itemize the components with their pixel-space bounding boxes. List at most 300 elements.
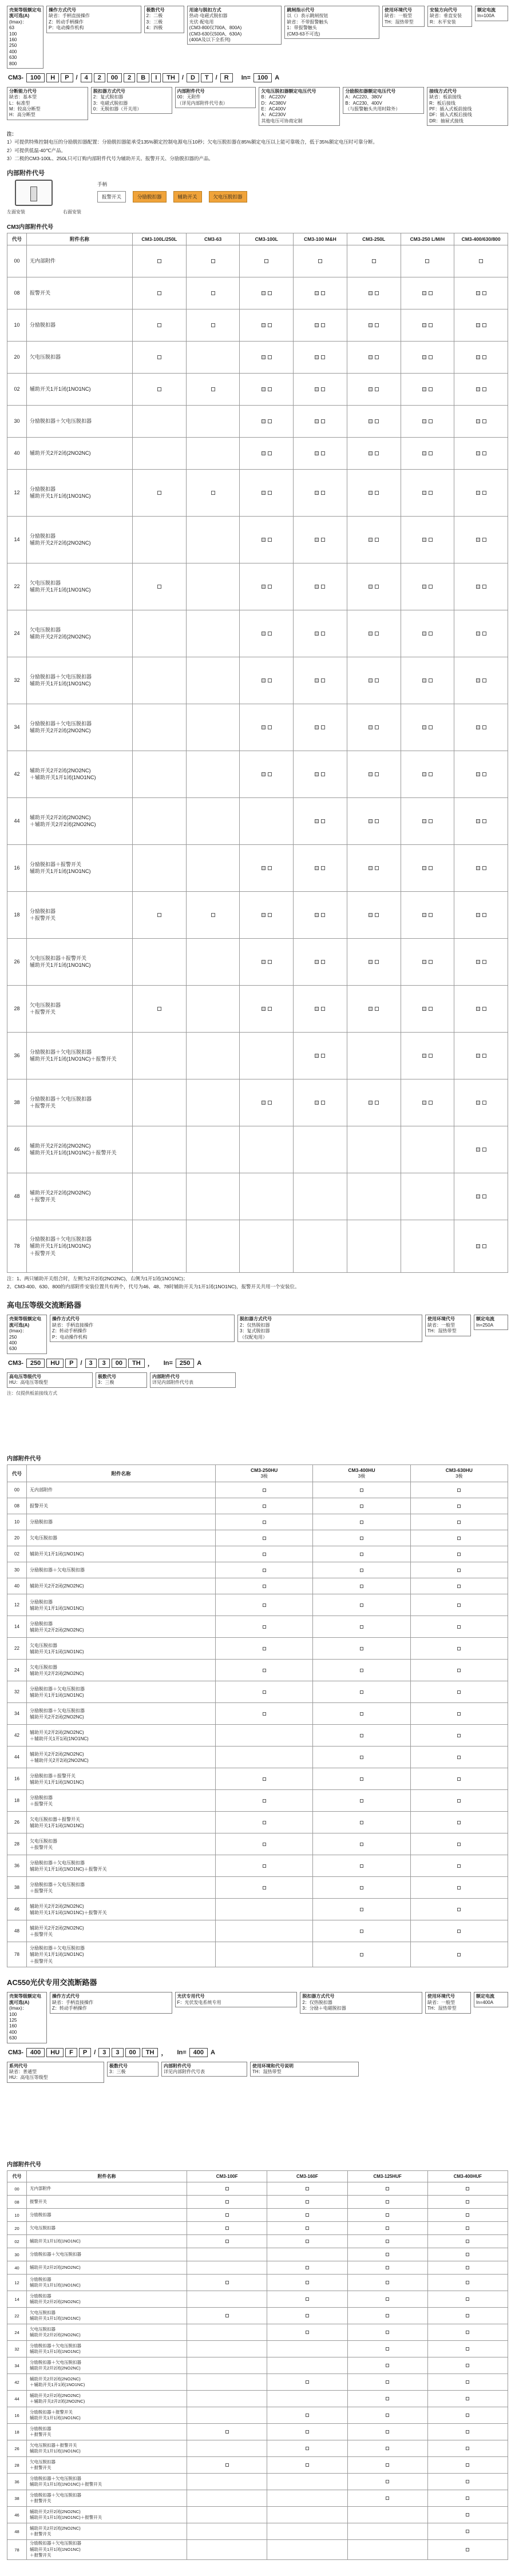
accessory-row-32 [7,1681,508,1703]
accessory-row-02 [7,2235,508,2248]
accessory-name-line: ＋报警开关 [30,1801,53,1807]
cm3-top-box-0-line: 400 [9,49,17,54]
accessory-name-line: 欠电压脱扣器 [30,626,61,633]
availability-cell [313,1899,410,1920]
accessory-row-26 [7,1812,508,1833]
availability-mark [476,772,480,776]
availability-cell [267,2308,347,2324]
availability-mark [262,585,266,589]
availability-mark [315,419,319,423]
availability-mark [422,725,426,729]
availability-mark [457,1799,461,1803]
accessory-name-line: 辅助开关2开2闭(2NO2NC) [30,1583,84,1589]
accessory-row-78 [7,1220,508,1272]
availability-cell [133,277,187,309]
model-column-header: CM3-100L [240,233,294,245]
availability-mark [263,1777,266,1781]
availability-mark [306,2266,309,2269]
hv-bottom-box-2-title: 内部附件代号 [152,1374,180,1379]
availability-mark [211,387,215,391]
accessory-name-line: 欠电压脱扣器 [30,2225,56,2231]
availability-mark [422,678,426,682]
availability-mark [476,678,480,682]
availability-mark [422,387,426,391]
availability-cell [347,2523,427,2540]
availability-cell [410,1681,508,1703]
availability-mark [422,291,426,295]
accessory-name [27,1546,216,1562]
availability-cell [240,405,294,437]
cm3-bottom-box-5-line: 缺省：板前接线 [429,94,462,100]
availability-mark [457,1712,461,1716]
accessory-name-line: 辅助开关2开2闭(2NO2NC) [30,728,91,734]
availability-mark [268,538,272,542]
availability-mark [263,1821,266,1824]
availability-mark [482,678,486,682]
accessory-name-line: 辅助开关2开2闭(2NO2NC) [30,1925,84,1931]
availability-mark [386,2380,389,2384]
cm3-segment-2: H [46,73,59,82]
accessory-code: 20 [7,2222,27,2235]
accessory-name-line: 辅助开关1开1闭(1NO1NC) [30,868,91,875]
cm3-bottom-box-3-line: E：AC400V [261,106,286,112]
note-item: 注：1、两只辅助开关组合时，左侧为2开2闭(2NO2NC)，右侧为1开1闭(1NO1NC)； [7,1275,188,1281]
availability-cell [216,1594,313,1616]
availability-mark [321,678,325,682]
cm3-bottom-box-1-title: 脱扣器方式代号 [93,88,125,94]
accessory-code: 12 [7,2275,27,2291]
cm3-top-box-4-line: 缺省：不带报警触头 [287,19,328,25]
availability-mark [386,2347,389,2351]
availability-cell [240,985,294,1032]
availability-cell [313,1498,410,1514]
availability-cell [240,1032,294,1079]
hv-bottom-box-1-title: 极数代号 [98,1374,116,1379]
hv-accessory-table-container [7,1464,508,1967]
availability-mark [482,491,486,495]
pv-bottom-box-0-title: 系列代号 [9,2063,27,2069]
availability-mark [482,291,486,295]
availability-cell [267,2457,347,2474]
availability-mark [263,1553,266,1556]
availability-mark [386,2430,389,2434]
availability-mark [457,1864,461,1868]
availability-cell [240,797,294,844]
availability-mark [263,1799,266,1803]
availability-cell [133,373,187,405]
accessory-row-20 [7,2222,508,2235]
note-item: 3）二极的CM3-100L、250L只可订购内部附件代号为辅助开关、报警开关、分励脱扣器的产品。 [7,155,213,161]
availability-cell [313,1790,410,1812]
table-cm3-table [7,233,508,1273]
pv-top-box-5 [474,1992,508,2007]
hv-bottom-annotations [7,1372,508,1388]
accessory-code: 02 [7,373,27,405]
availability-cell [267,2424,347,2440]
availability-cell [240,610,294,657]
availability-cell [454,1032,508,1079]
accessory-row-18 [7,891,508,938]
availability-cell [347,610,401,657]
availability-mark [225,2430,229,2434]
pv-bottom-box-3 [250,2062,359,2077]
accessory-row-36 [7,1855,508,1877]
availability-mark [360,1625,363,1629]
availability-cell [294,1126,347,1173]
accessory-code: 30 [7,2248,27,2261]
accessory-name [27,1877,216,1899]
availability-mark [321,632,325,636]
accessory-name-line: ＋报警开关 [30,2432,52,2438]
cm3-bottom-box-1-line: 2：复式脱扣器 [93,94,124,100]
availability-mark [262,323,266,327]
availability-mark [369,725,373,729]
availability-mark [268,291,272,295]
accessory-name [27,2324,187,2341]
accessory-name-line: 分励脱扣器 [30,1795,53,1800]
accessory-row-08 [7,1498,508,1514]
cm3-bottom-box-1-line: 0：无脱扣器（开关用） [93,106,142,112]
availability-mark [263,1489,266,1492]
availability-mark [482,538,486,542]
cm3-segment-12: / [181,74,184,81]
cm3-bottom-box-3-line: B：AC220V [261,94,286,100]
availability-cell [427,2490,508,2507]
availability-mark [360,1821,363,1824]
availability-cell [187,2374,267,2391]
accessory-name-line: 辅助开关2开2闭(2NO2NC) [30,2265,81,2271]
accessory-name-line: 辅助开关2开2闭(2NO2NC) [30,2332,81,2338]
availability-mark [369,632,373,636]
accessory-code: 26 [7,1812,27,1833]
accessory-name [27,1514,216,1530]
availability-cell [313,1942,410,1967]
availability-mark [306,2414,309,2417]
availability-mark [482,1244,486,1248]
availability-cell [294,1032,347,1079]
cm3-bottom-box-1 [91,87,172,114]
availability-cell [401,1173,454,1220]
cm3-accessory-table-notes [7,1275,508,1291]
breaker-front-view [15,180,53,206]
cm3-bottom-box-4-line: B：AC230、400V [345,100,382,106]
accessory-name-line: 报警开关 [30,2199,47,2205]
availability-mark [375,725,379,729]
availability-cell [401,704,454,751]
availability-cell [427,2474,508,2490]
availability-mark [429,772,433,776]
availability-mark [360,1930,363,1933]
availability-mark [386,2397,389,2400]
availability-mark [482,1101,486,1105]
accessory-code: 46 [7,1899,27,1920]
accessory-code: 14 [7,516,27,563]
hv-rated-current-label: In= [163,1359,173,1367]
pv-top-box-4-line: TH：湿热带型 [427,2006,457,2011]
availability-cell [427,2324,508,2341]
availability-mark [479,259,483,263]
notes-label: 注： [7,131,17,137]
cm3-top-box-4 [284,6,379,39]
availability-cell [401,1079,454,1126]
accessory-name [27,1920,216,1942]
availability-cell [410,1942,508,1967]
availability-mark [315,451,319,455]
accessory-code: 10 [7,1514,27,1530]
availability-mark [375,585,379,589]
accessory-code: 18 [7,891,27,938]
availability-cell [347,2261,427,2275]
cm3-segment-3: P [61,73,73,82]
availability-mark [369,819,373,823]
accessory-name [27,2222,187,2235]
availability-mark [482,585,486,589]
availability-cell [216,1578,313,1594]
pv-comma: ， [161,2049,168,2057]
table-hv-table [7,1464,508,1967]
cm3-top-box-6-title: 安装方向代号 [430,7,458,13]
availability-mark [386,2253,389,2256]
availability-mark [315,538,319,542]
cm3-top-box-0-line: 100 [9,31,17,37]
availability-mark [263,1585,266,1588]
accessory-name [27,657,133,704]
availability-mark [375,419,379,423]
cm3-top-box-2-line: 4：四极 [146,25,163,31]
accessory-name [27,1032,133,1079]
availability-cell [454,891,508,938]
availability-mark [466,2397,469,2400]
accessory-code: 16 [7,2407,27,2424]
availability-mark [482,1054,486,1058]
model-column-header: CM3-100F [187,2171,267,2182]
availability-mark [375,632,379,636]
accessory-name-line: ＋报警开关 [30,915,56,922]
pv-bottom-box-0-line: HU：高电压等级型 [9,2075,48,2081]
pv-segment-8: 00 [125,2048,140,2057]
availability-mark [386,2226,389,2230]
availability-mark [476,451,480,455]
availability-mark [318,259,322,263]
hv-model-code [7,1359,508,1368]
accessory-code: 46 [7,1126,27,1173]
accessory-name-line: 辅助开关1开1闭(1NO1NC) [30,1551,84,1557]
cm3-top-box-0-line: 250 [9,43,17,49]
availability-mark [268,866,272,870]
accessory-name-line: 分励脱扣器 [30,1599,53,1605]
accessory-name-line: 辅助开关1开1闭(1NO1NC) [30,1692,84,1698]
hv-segment-4: / [80,1359,82,1367]
cm3-top-box-1-title: 操作方式代号 [49,7,76,13]
accessory-code: 40 [7,1578,27,1594]
accessory-row-14 [7,516,508,563]
availability-mark [262,678,266,682]
pv-bottom-box-2-title: 内部附件代号 [164,2063,191,2069]
accessory-row-00 [7,245,508,277]
availability-cell [133,657,187,704]
cm3-top-box-0 [7,6,43,69]
note-item: 2）可提供低温-40℃产品。 [7,147,66,153]
availability-cell [216,1703,313,1725]
accessory-name-line: 辅助开关2开2闭(2NO2NC) [30,2365,81,2371]
availability-mark [466,2297,469,2301]
accessory-name-line: 辅助开关2开2闭(2NO2NC) [30,814,91,820]
availability-cell [347,437,401,469]
cm3-top-box-1-line: P：电动操作机构 [49,25,84,31]
availability-mark [157,323,161,327]
pv-top-box-3-line: 2：仅热脱扣器 [302,1999,332,2005]
availability-cell [240,373,294,405]
cm3-segment-14: T [201,73,213,82]
cm3-top-box-4-title: 跳闸指示代号 [287,7,315,13]
availability-cell [313,1638,410,1660]
accessory-row-08 [7,277,508,309]
accessory-name-line: ＋报警开关 [30,2553,52,2558]
accessory-name-line: 欠电压脱扣器 [30,1838,57,1844]
availability-mark [369,387,373,391]
accessory-name [27,1482,216,1498]
availability-cell [186,610,240,657]
availability-cell [186,1079,240,1126]
pv-segment-7: 3 [112,2048,123,2057]
availability-cell [313,1877,410,1899]
availability-mark [321,387,325,391]
accessory-name [27,1220,133,1272]
availability-cell [294,309,347,341]
availability-cell [267,2324,347,2341]
accessory-name-line: 报警开关 [30,290,51,296]
pv-top-box-0-line: 400 [9,2029,17,2035]
availability-cell [216,1562,313,1578]
pv-accessory-table-container [7,2170,508,2560]
accessory-name-line: 辅助开关2开2闭(2NO2NC) [30,2508,81,2514]
accessory-row-48 [7,1920,508,1942]
availability-mark [360,1489,363,1492]
accessory-name-line: 欠电压脱扣器 [30,2326,56,2332]
accessory-name-line: 分励脱扣器 [30,908,56,914]
availability-mark [386,2213,389,2217]
accessory-name-line: 辅助开关2开2闭(2NO2NC) [30,634,91,640]
availability-mark [457,1777,461,1781]
accessory-name-line: ＋报警开关 [30,1250,56,1256]
availability-mark [457,1843,461,1846]
cm3-top-box-4-line: 以（）表示跳闸按钮 [287,13,328,19]
pv-top-box-5-line: In=400A [476,1999,494,2005]
availability-cell [267,2341,347,2357]
pv-top-box-5-title: 额定电流 [476,1994,495,1999]
availability-mark [315,678,319,682]
cm3-top-box-7-title: 额定电流 [477,7,496,13]
hv-top-box-2-line: 3：复式脱扣器 [240,1328,270,1334]
cm3-bottom-box-5 [427,87,508,126]
notes-list [7,138,508,162]
availability-cell [267,2182,347,2196]
availability-cell [240,1220,294,1272]
availability-mark [360,1669,363,1672]
availability-cell [347,2457,427,2474]
accessory-name [27,2341,187,2357]
availability-mark [457,1537,461,1540]
accessory-name-line: 欠电压脱扣器 [30,1664,57,1670]
accessory-name-line: 分励脱扣器＋欠电压脱扣器 [30,1236,92,1242]
availability-mark [369,291,373,295]
availability-mark [369,678,373,682]
availability-cell [313,1833,410,1855]
hv-bottom-box-0-title: 高电压等级代号 [9,1374,41,1379]
availability-cell [347,2248,427,2261]
availability-mark [268,678,272,682]
accessory-name-line: 辅助开关1开1闭(1NO1NC) [30,1952,84,1958]
accessory-name-line: 分励脱扣器 [30,486,56,492]
availability-cell [313,1812,410,1833]
pv-section-heading: AC550光伏专用交流断路器 [7,1978,97,1987]
availability-mark [466,2447,469,2450]
accessory-name-line: ＋报警开关 [30,1958,53,1964]
availability-mark [466,2530,469,2533]
accessory-row-32 [7,657,508,704]
availability-cell [187,2291,267,2308]
accessory-name [27,2275,187,2291]
accessory-code: 38 [7,2490,27,2507]
availability-mark [315,819,319,823]
availability-cell [186,469,240,516]
availability-mark [268,451,272,455]
availability-mark [422,866,426,870]
availability-mark [466,2226,469,2230]
hv-top-box-4-line: In=250A [476,1322,494,1328]
availability-cell [133,844,187,891]
availability-cell [294,563,347,610]
availability-mark [375,913,379,917]
cm3-top-box-0-line: 630 [9,55,17,61]
availability-cell [401,1220,454,1272]
cm3-bottom-box-2-line: 00：无附件 [177,94,201,100]
availability-mark [369,1007,373,1011]
accessory-name-line: 辅助开关2开2闭(2NO2NC) [30,540,91,546]
accessory-name [27,1079,133,1126]
availability-mark [375,491,379,495]
model-name: CM3-250HU [251,1467,278,1474]
availability-cell [187,2457,267,2474]
hv-comma: ， [147,1360,154,1367]
availability-mark [466,2414,469,2417]
availability-mark [360,1585,363,1588]
accessory-code: 02 [7,1546,27,1562]
accessory-name [27,2248,187,2261]
accessory-name-line: 分励脱扣器 [30,1621,53,1626]
accessory-code: 14 [7,2291,27,2308]
availability-cell [267,2523,347,2540]
availability-cell [187,2407,267,2424]
availability-mark [262,1007,266,1011]
availability-mark [268,355,272,359]
availability-cell [240,341,294,373]
accessory-code: 10 [7,2209,27,2222]
cm3-segment-6: 2 [94,73,105,82]
availability-mark [466,2513,469,2517]
cm3-segment-5: 4 [81,73,92,82]
accessory-code: 00 [7,2182,27,2196]
accessory-code: 28 [7,2457,27,2474]
availability-cell [401,277,454,309]
availability-cell [410,1899,508,1920]
hv-top-box-3 [425,1315,471,1336]
availability-mark [457,1734,461,1737]
availability-mark [429,1101,433,1105]
accessory-code: 34 [7,1703,27,1725]
availability-mark [315,866,319,870]
hv-top-box-1-line: 缺省：手柄直接操作 [52,1322,93,1328]
